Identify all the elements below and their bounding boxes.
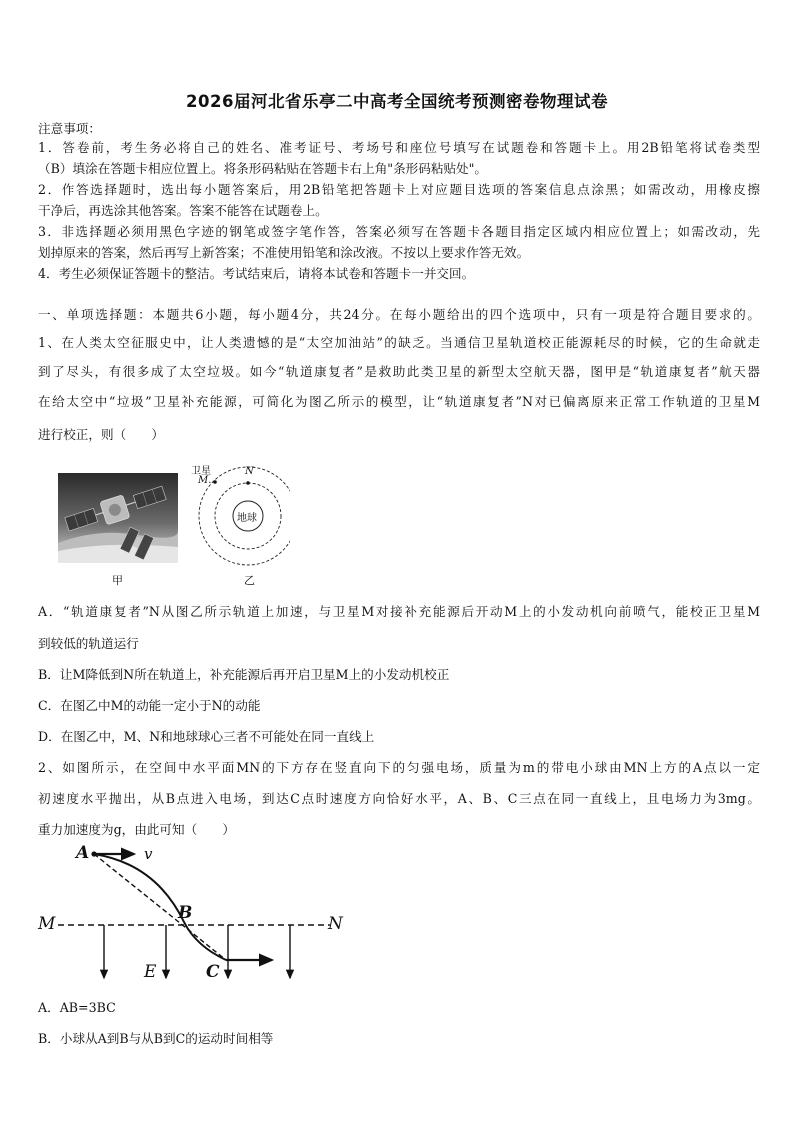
- option-a: A．“轨道康复者”N从图乙所示轨道上加速，与卫星M对接补充能源后开动M上的小发动机向前喷气，能校正卫星M: [38, 604, 760, 619]
- velocity-label: v: [144, 845, 153, 863]
- question-text: 在给太空中“垃圾”卫星补充能源，可简化为图乙所示的模型，让“轨道康复者”N对已偏离原来正常工作轨道的卫星M: [38, 394, 760, 409]
- figure-caption: 乙: [244, 574, 255, 587]
- notes-line: （B）填涂在答题卡相应位置上。将条形码粘贴在答题卡右上角"条形码粘贴处"。: [38, 161, 488, 176]
- option-d: D．在图乙中，M、N和地球球心三者不可能处在同一直线上: [38, 729, 375, 744]
- option-b: B．让M降低到N所在轨道上，补充能源后再开启卫星M上的小发动机校正: [38, 667, 450, 682]
- n-label: N: [328, 914, 343, 934]
- notes-heading: 注意事项：: [38, 121, 101, 136]
- option-c: C．在图乙中M的动能一定小于N的动能: [38, 698, 261, 713]
- figure-caption: 甲: [112, 574, 123, 587]
- point-c-label: C: [206, 962, 220, 982]
- option-a: A．AB=3BC: [38, 1000, 116, 1015]
- option-a-cont: 到较低的轨道运行: [38, 636, 139, 651]
- n-label: N: [245, 466, 254, 477]
- notes-line: 干净后，再选涂其他答案。答案不能答在试题卷上。: [38, 203, 328, 218]
- notes-line: 3．非选择题必须用黑色字迹的钢笔或签字笔作答，答案必须写在答题卡各题目指定区域内相应位置上；如需改动，先: [38, 224, 760, 239]
- question-text: 初速度水平抛出，从B点进入电场，到达C点时速度方向恰好水平，A、B、C三点在同一直线上，且电场力为3mg。: [38, 791, 760, 806]
- question-text: 1、在人类太空征服史中，让人类遗憾的是“太空加油站”的缺乏。当通信卫星轨道校正能源耗尽的时候，它的生命就走: [38, 335, 760, 350]
- m-label: M: [38, 914, 56, 934]
- notes-line: 1．答卷前，考生务必将自己的姓名、准考证号、考场号和座位号填写在试题卷和答题卡上。用2B铅笔将试卷类型: [38, 140, 760, 155]
- field-diagram: [36, 842, 356, 992]
- field-e-label: E: [144, 962, 157, 982]
- question-text: 重力加速度为g，由此可知（ ）: [38, 822, 235, 837]
- satellite-photo: [58, 473, 178, 563]
- notes-line: 2．作答选择题时，选出每小题答案后，用2B铅笔把答题卡上对应题目选项的答案信息点涂黑；如需改动，用橡皮擦: [38, 182, 760, 197]
- page-title: 2026届河北省乐亭二中高考全国统考预测密卷物理试卷: [186, 92, 608, 111]
- question-text: 2、如图所示，在空间中水平面MN的下方存在竖直向下的匀强电场，质量为m的带电小球由MN上方的A点以一定: [38, 760, 760, 775]
- section-heading: 一、单项选择题：本题共6小题，每小题4分，共24分。在每小题给出的四个选项中，只有一项是符合题目要求的。: [38, 307, 760, 322]
- question-text: 进行校正，则（ ）: [38, 427, 164, 442]
- m-label: M.: [198, 475, 212, 486]
- satellite-label: 卫星: [191, 466, 211, 477]
- question-text: 到了尽头，有很多成了太空垃圾。如今“轨道康复者”是救助此类卫星的新型太空航天器，图甲是“轨道康复者”航天器: [38, 364, 760, 379]
- earth-label: 地球: [237, 513, 257, 524]
- notes-line: 4．考生必须保证答题卡的整洁。考试结束后，请将本试卷和答题卡一并交回。: [38, 266, 475, 281]
- point-b-label: B: [178, 903, 193, 923]
- option-b: B．小球从A到B与从B到C的运动时间相等: [38, 1031, 274, 1046]
- notes-line: 划掉原来的答案，然后再写上新答案；不准使用铅笔和涂改液。不按以上要求作答无效。: [38, 245, 530, 260]
- point-a-label: A: [76, 843, 90, 863]
